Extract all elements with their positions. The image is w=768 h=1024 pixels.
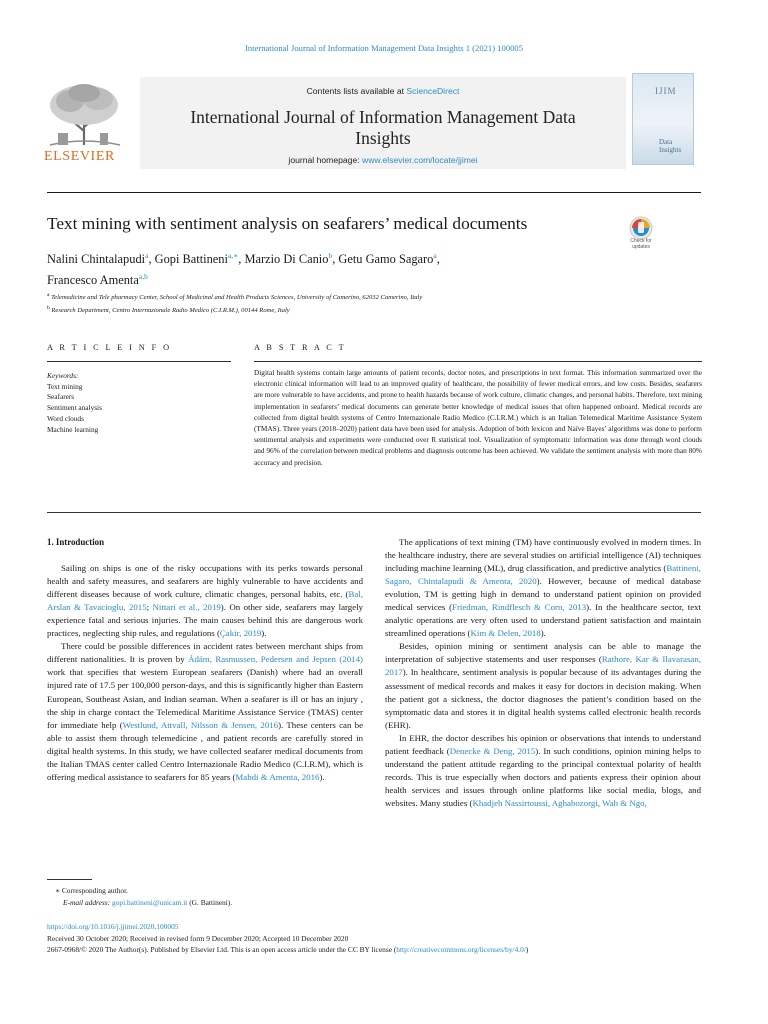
author-name[interactable]: Nalini Chintalapudi	[47, 252, 146, 267]
corresponding-author-note: ∗ Corresponding author.	[55, 886, 128, 895]
author-list	[47, 247, 607, 289]
keyword-item: Word clouds	[47, 413, 84, 423]
intro-paragraph-2	[47, 640, 363, 784]
paragraph-text: ;	[146, 602, 153, 613]
crossmark-icon[interactable]	[624, 216, 658, 256]
footnotes	[47, 885, 377, 908]
cover-acronym: IJIM	[655, 86, 677, 96]
paragraph-text: Sailing on ships is one of the risky occupations with its perks towards personal health and safety measures, and seafarers are highly vulnerable to have accidents and different diseases because of work culture, climatic changes, personal habits, etc. (	[47, 563, 363, 600]
author-name[interactable]: Getu Gamo Sagaro	[338, 252, 434, 267]
journal-title	[140, 107, 626, 149]
abstract-rule	[254, 361, 702, 362]
author-name[interactable]: Marzio Di Canio	[244, 252, 329, 267]
author-separator: ,	[332, 252, 339, 267]
citation-link[interactable]: Çakir, 2019	[219, 628, 262, 639]
citation-link[interactable]: Mahdi & Amenta, 2016	[235, 771, 320, 782]
doi-link[interactable]: https://doi.org/10.1016/j.jjimei.2020.100005	[47, 922, 179, 931]
intro-paragraph-1	[47, 562, 363, 640]
keywords-block	[47, 371, 217, 435]
citation-link[interactable]: Nittari et al., 2019	[152, 602, 221, 613]
email-note	[47, 897, 377, 909]
affiliation-marker: b	[47, 305, 50, 312]
sciencedirect-link[interactable]: ScienceDirect	[406, 86, 460, 96]
paragraph-text: ). In such conditions, opinion mining helps to understand the patient attitude regarding to the principal contextual polarity of health records. This is true especially when doctors and patients express their opinion about health services and issues through online platforms like social media, blogs, and websites. Many studies (	[385, 745, 701, 808]
homepage-prefix: journal homepage:	[288, 155, 362, 165]
affiliation-text: Telemedicine and Tele pharmacy Center, School of Medicinal and Health Products Sciences, University of Camerino, 62032 Camerino, Italy	[49, 294, 423, 302]
paragraph-text: Besides, opinion mining or sentiment analysis can be able to manage the interpretation of subjective statements and user responses (	[385, 641, 701, 665]
paragraph-text: ). On other side, seafarers may largely experience fatal and serious injuries. The main causes behind this are dangerous work practices, neglecting ship rules, and regulations (	[47, 602, 363, 639]
citation-link[interactable]: Ádám, Rasmussen, Pedersen and Jepsen (2014)	[188, 654, 363, 665]
citation-link[interactable]: Kim & Delen, 2018	[470, 628, 541, 639]
publisher-name: ELSEVIER	[44, 149, 115, 164]
citation-link[interactable]: Westlund, Attvall, Nilsson & Jensen, 2016	[122, 719, 279, 730]
affiliation-line	[47, 303, 647, 316]
abstract-text: Digital health systems contain large amounts of patient records, doctor notes, and prescriptions in text format. This information summarized over the electronic clinical information will lead to an improved quality of healthcare, the possibility of fewer medical errors, and low costs. Besides, seafarers are more vulnerable to have accidents, and prone to health hazards because of work culture, climatic changes, and personal habits. Therefore, text mining implementation in seafarers’ medical documents can generate better knowledge of medical issues that often happened onboard. Medical records are collected from digital health systems of Centro Internazionale Radio Medico (C.I.R.M.) which is an Italian Telemedical Maritime Assistance System (TMAS). Three years (2018–2020) patient data have been used for analysis. Adoption of both lexicon and Naïve Bayes’ algorithms was done to perform sentimental analysis and experiments were conducted over R statistical tool. Visualization of symptomatic information was done through word clouds and 96% of the correlation between medical problems and diagnosis outcome has been achieved. We validate the sentiment analysis with more than 80% accuracy and precision.	[254, 368, 702, 467]
paragraph-text: work that specifies that western European seafarers (Danish) where had an overall injured rate of 17.5 per 100,000 person-days, and this is significantly higher than Eastern European, Southeast Asian, and Indian seaman. When a seafarer is ill or has an injury , the ship in charge contact the Telemedical Maritime Assistance Service (TMAS) center for immediate help (	[47, 667, 363, 730]
citation-link[interactable]: Khadjeh Nassirtoussi, Aghabozorgi, Wah & Ngo,	[472, 797, 647, 808]
intro-paragraph-3	[385, 536, 701, 640]
affiliation-text: Research Department, Centro Internazionale Radio Medico (C.I.R.M.), 00144 Rome, Italy	[49, 307, 290, 315]
journal-cover-thumbnail[interactable]	[632, 73, 694, 165]
crossmark-label: Check for updates	[630, 238, 652, 250]
license-prefix: 2667-0968/© 2020 The Author(s). Published by Elsevier Ltd. This is an open access article under the CC BY license (	[47, 945, 397, 955]
masthead-box	[140, 77, 626, 169]
homepage-line	[140, 155, 626, 165]
paragraph-text: ).	[261, 628, 267, 639]
paragraph-text: ).	[319, 771, 325, 782]
running-head: International Journal of Information Management Data Insights 1 (2021) 100005	[244, 43, 524, 53]
author-separator: ,	[238, 252, 245, 267]
paragraph-text: ).	[540, 628, 546, 639]
abstract-heading: A B S T R A C T	[254, 343, 347, 352]
author-affiliation-marker[interactable]: a,b	[138, 272, 148, 282]
keyword-item: Machine learning	[47, 424, 99, 434]
author-name[interactable]: Gopi Battineni	[154, 252, 228, 267]
author-affiliation-marker[interactable]: a	[145, 251, 149, 260]
author-affiliation-marker[interactable]: a	[433, 251, 437, 260]
paragraph-text: ). These centers can be able to assist them through telemedicine , and patient records are carefully stored in digital health systems. In this study, we have collected seafarer medical documents from the Italian TMAS center called Centro Internazionale Radio Medico (C.I.R.M), which is offering medical assistance to seafarers for 85 years (	[47, 719, 363, 782]
keyword-item: Text mining	[47, 381, 83, 391]
journal-masthead	[40, 73, 728, 173]
keyword-item: Seafarers	[47, 392, 75, 402]
citation-link[interactable]: Rathore, Kar & Ilavarasan, 2017	[385, 654, 701, 678]
article-title: Text mining with sentiment analysis on seafarers’ medical documents	[47, 214, 528, 233]
author-name[interactable]: Francesco Amenta	[47, 273, 139, 288]
paragraph-text: ). In healthcare, sentiment analysis is popular because of its advantages during the assessment of medical records and makes it easy for doctors in decision making. When the patient got a sickness, the doctor diagnoses the patient’s condition based on the symptomatic data and stores it in digital health systems called electronic health records (EHR).	[385, 667, 701, 730]
abstract-bottom-rule	[47, 512, 701, 513]
footnote-rule	[47, 879, 92, 880]
keyword-item: Sentiment analysis	[47, 403, 102, 413]
cover-subtitle-line-1: Data	[659, 138, 673, 146]
paragraph-text: ). In the healthcare sector, text analytic operations are very often used to understand patient satisfaction and maintain streamlined operations (	[385, 602, 702, 639]
author-email-link[interactable]: gopi.battineni@unicam.it	[112, 897, 188, 907]
affiliation-marker: a	[47, 292, 50, 298]
citation-link[interactable]: Denecke & Deng, 2015	[449, 745, 536, 756]
license-suffix: )	[525, 945, 529, 955]
right-column	[385, 536, 701, 810]
masthead-rule	[47, 192, 701, 193]
article-info-heading: A R T I C L E I N F O	[47, 343, 172, 352]
intro-paragraph-5	[385, 732, 701, 810]
received-dates: Received 30 October 2020; Received in revised form 9 December 2020; Accepted 10 December 2020	[47, 933, 349, 943]
journal-title-line-2: Insights	[355, 128, 411, 148]
cc-license-link[interactable]: http://creativecommons.org/licenses/by/4.0/	[396, 945, 526, 955]
license-line	[47, 944, 707, 956]
keywords-heading: Keywords:	[47, 371, 79, 380]
cover-subtitle-line-2: Insights	[659, 146, 682, 154]
left-column	[47, 536, 363, 784]
author-separator: ,	[436, 252, 440, 267]
email-suffix: (G. Battineni).	[187, 897, 233, 907]
citation-link[interactable]: Friedman, Rindflesch & Corn, 2013	[452, 602, 587, 613]
citation-link[interactable]: Bal, Arslan & Tavacioglu, 2015	[47, 589, 363, 613]
email-label: E-mail address:	[63, 897, 112, 907]
intro-paragraph-4	[385, 640, 701, 731]
journal-homepage-link[interactable]: www.elsevier.com/locate/jjimei	[362, 155, 478, 165]
cover-subtitle	[659, 138, 681, 154]
affiliations	[47, 290, 647, 316]
author-affiliation-marker[interactable]: a,∗	[227, 251, 239, 260]
contents-line	[140, 86, 626, 96]
journal-title-line-1: International Journal of Information Management Data	[190, 107, 576, 127]
article-info-rule	[47, 361, 231, 362]
paragraph-text: The applications of text mining (TM) have continuously evolved in modern times. In the healthcare industry, there are several studies on artificial intelligence (AI) techniques including machine learning (ML), drug classification, and predictive analytics (	[385, 537, 701, 574]
author-affiliation-marker[interactable]: b	[328, 251, 333, 260]
section-heading-introduction: 1. Introduction	[47, 537, 105, 547]
paragraph-text: In EHR, the doctor describes his opinion or observations that intends to understand patient feedback (	[385, 732, 701, 756]
author-separator: ,	[148, 252, 155, 267]
article-history	[47, 921, 707, 956]
citation-link[interactable]: Battineni, Sagaro, Chintalapudi & Amenta, 2020	[385, 563, 701, 587]
affiliation-line	[47, 290, 647, 303]
paragraph-text: ). However, because of medical database evolution, TM is getting high in demand to understand patient opinion on provided medical services (	[385, 576, 701, 613]
paragraph-text: There could be possible differences in accident rates between merchant ships from different nationalities. It is proven by	[47, 641, 363, 665]
contents-prefix: Contents lists available at	[306, 86, 407, 96]
